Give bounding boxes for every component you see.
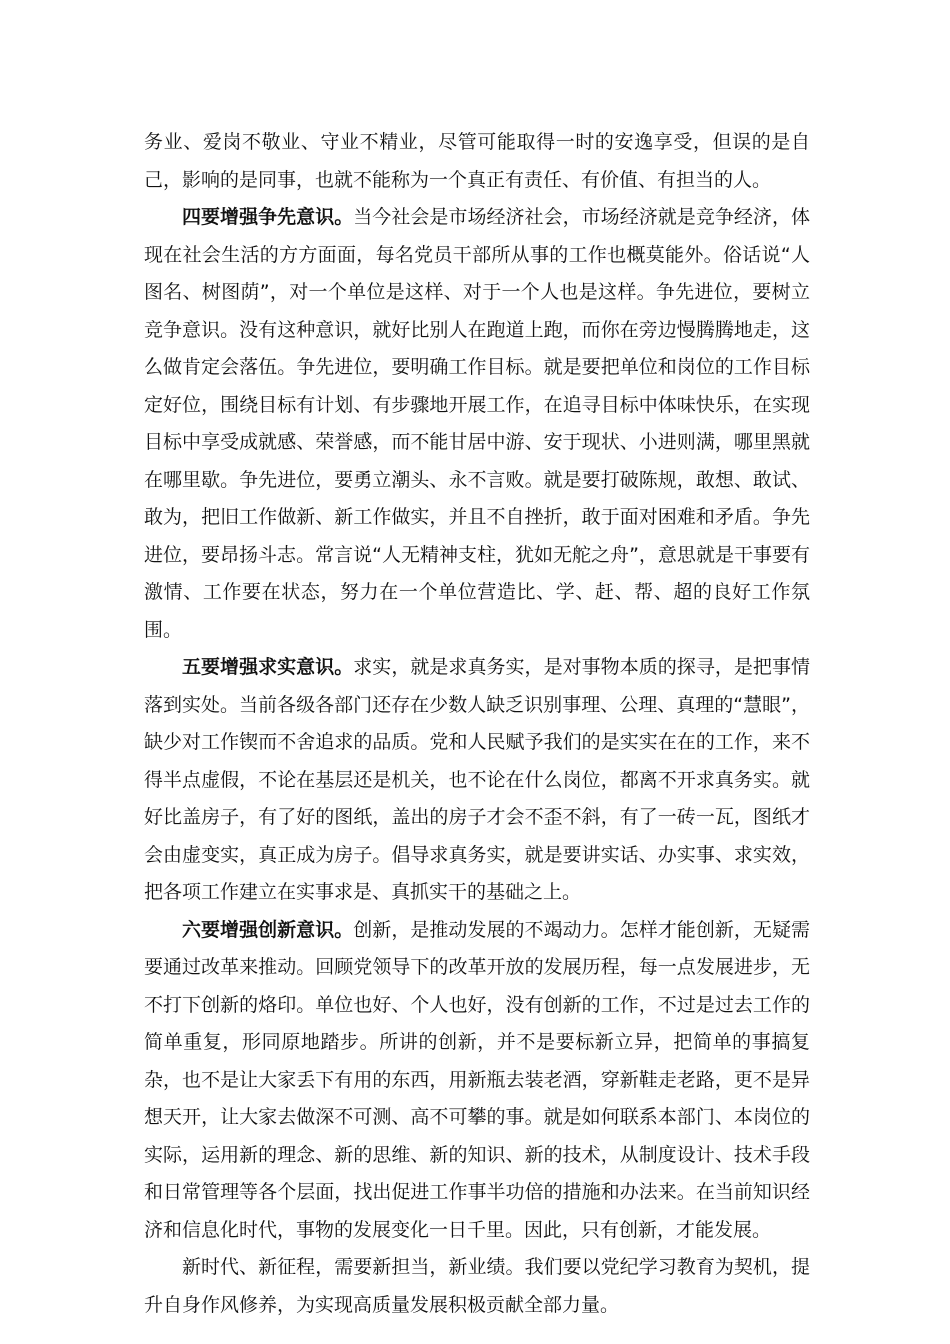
paragraph-heading: 四要增强争先意识。 — [182, 206, 354, 228]
paragraph-conclusion — [144, 1249, 810, 1324]
paragraph-pragmatic-awareness — [144, 649, 810, 912]
document-body — [144, 124, 810, 1324]
paragraph-continuation — [144, 124, 810, 199]
paragraph-text: 当今社会是市场经济社会，市场经济就是竞争经济，体现在社会生活的方方面面，每名党员干部所从事的工作也概莫能外。俗话说“人图名、树图荫”，对一个单位是这样、对于一个人也是这样。争先进位，要树立竞争意识。没有这种意识，就好比别人在跑道上跑，而你在旁边慢腾腾地走，这么做肯定会落伍。争先进位，要明确工作目标。就是要把单位和岗位的工作目标定好位，围绕目标有计划、有步骤地开展工作，在追寻目标中体味快乐，在实现目标中享受成就感、荣誉感，而不能甘居中游、安于现状、小进则满，哪里黑就在哪里歇。争先进位，要勇立潮头、永不言败。就是要打破陈规，敢想、敢试、敢为，把旧工作做新、新工作做实，并且不自挫折，敢于面对困难和矛盾。争先进位，要昂扬斗志。常言说“人无精神支柱，犹如无舵之舟”，意思就是干事要有激情、工作要在状态，努力在一个单位营造比、学、赶、帮、超的良好工作氛围。 — [144, 206, 810, 641]
paragraph-competition-awareness — [144, 199, 810, 649]
paragraph-text: 务业、爱岗不敬业、守业不精业，尽管可能取得一时的安逸享受，但误的是自己，影响的是同事，也就不能称为一个真正有责任、有价值、有担当的人。 — [144, 131, 810, 191]
paragraph-text: 创新，是推动发展的不竭动力。怎样才能创新，无疑需要通过改革来推动。回顾党领导下的改革开放的发展历程，每一点发展进步，无不打下创新的烙印。单位也好、个人也好，没有创新的工作，不过是过去工作的简单重复，形同原地踏步。所讲的创新，并不是要标新立异，把简单的事搞复杂，也不是让大家丢下有用的东西，用新瓶去装老酒，穿新鞋走老路，更不是异想天开，让大家去做深不可测、高不可攀的事。就是如何联系本部门、本岗位的实际，运用新的理念、新的思维、新的知识、新的技术，从制度设计、技术手段和日常管理等各个层面，找出促进工作事半功倍的措施和办法来。在当前知识经济和信息化时代，事物的发展变化一日千里。因此，只有创新，才能发展。 — [144, 918, 810, 1241]
paragraph-text: 求实，就是求真务实，是对事物本质的探寻，是把事情落到实处。当前各级各部门还存在少数人缺乏识别事理、公理、真理的“慧眼”，缺少对工作锲而不舍追求的品质。党和人民赋予我们的是实实在在的工作，来不得半点虚假，不论在基层还是机关，也不论在什么岗位，都离不开求真务实。就好比盖房子，有了好的图纸，盖出的房子才会不歪不斜，有了一砖一瓦，图纸才会由虚变实，真正成为房子。倡导求真务实，就是要讲实话、办实事、求实效，把各项工作建立在实事求是、真抓实干的基础之上。 — [144, 656, 810, 903]
paragraph-heading: 五要增强求实意识。 — [182, 656, 354, 678]
paragraph-innovation-awareness — [144, 912, 810, 1250]
paragraph-text: 新时代、新征程，需要新担当，新业绩。我们要以党纪学习教育为契机，提升自身作风修养，为实现高质量发展积极贡献全部力量。 — [144, 1256, 810, 1316]
paragraph-heading: 六要增强创新意识。 — [182, 918, 354, 941]
